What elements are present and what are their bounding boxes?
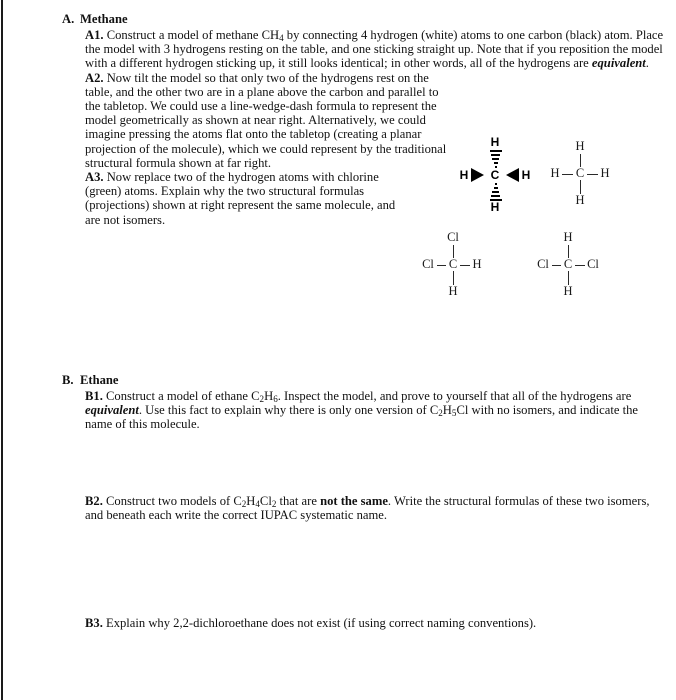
item-a2: [85, 71, 453, 170]
item-a1-text: Construct a model of methane $CH_4$ by connecting 4 hydrogen (white) atoms to one carbon (black) atom. Place the model with 3 hydrogens resting on the table, and one sticking straight up. Note that if you reposition the model with a different hydrogen sticking up, it still looks identical; in other words, all of the hydrogens are equivalent.: [85, 28, 664, 71]
section-heading-methane: [62, 12, 662, 26]
proj2-atom-top: H: [563, 230, 573, 244]
solid-wedge-bond-right: [506, 168, 519, 182]
proj2-atom-left: Cl: [537, 257, 549, 271]
solid-wedge-bond-left: [471, 168, 484, 182]
item-b1: [85, 389, 665, 432]
section-letter-a: A.: [62, 12, 75, 26]
proj1-atom-top: Cl: [447, 230, 459, 244]
item-b1-text: Construct a model of ethane $C_2H_6$. Inspect the model, and prove to yourself that all of the hydrogens are equivalent. Use this fact to explain why there is only one version of $C_2H_5Cl$ with no isomers, and indicate the name of this molecule.: [85, 389, 638, 432]
section-title-methane: Methane: [80, 12, 128, 26]
item-b2-text: Construct two models of $C_2H_4Cl_2$ that are not the same. Write the structural formulas of these two isomers, and beneath each write the correct IUPAC systematic name.: [85, 493, 650, 522]
wedge-atom-top: H: [490, 135, 500, 149]
section-letter-b: B.: [62, 373, 74, 387]
wedge-atom-right: H: [521, 168, 531, 182]
proj1-atom-right: H: [472, 257, 482, 271]
proj1-atom-left: Cl: [422, 257, 434, 271]
wedge-atom-left: H: [459, 168, 469, 182]
hashed-wedge-bond-up: [489, 150, 502, 168]
proj2-bond-left: [552, 265, 561, 266]
item-b3-label: B3.: [85, 616, 103, 631]
proj2-atom-bottom: H: [563, 284, 573, 298]
section-ethane: [62, 373, 662, 630]
proj1-bond-bottom: [453, 271, 454, 285]
item-a3-label: A3.: [85, 170, 104, 185]
item-a2-text: Now tilt the model so that only two of the hydrogens rest on the table, and the other two are in a plane above the carbon and parallel to the tabletop. We could use a line-wedge-dash formula to represent the model geometrically as shown at near right. Alternatively, we could imagine pressing the atoms flat onto the tabletop (creating a planar projection of the molecule), which we could represent by the traditional structural formula shown at far right.: [85, 70, 447, 170]
item-b3: [85, 616, 665, 630]
item-b3-text: Explain why 2,2-dichloroethane does not exist (if using correct naming conventions).: [102, 616, 537, 631]
ch4-atom-bottom: H: [575, 193, 585, 207]
item-b1-label: B1.: [85, 389, 103, 403]
proj1-atom-center: C: [448, 257, 458, 271]
item-b2-label: B2.: [85, 493, 103, 508]
proj2-bond-right: [575, 265, 585, 266]
figure-dichloromethane-projection-1: [420, 231, 496, 299]
item-b2: [85, 494, 665, 522]
proj1-atom-bottom: H: [448, 284, 458, 298]
proj2-bond-bottom: [568, 271, 569, 285]
section-heading-ethane: [62, 373, 662, 387]
proj1-bond-left: [437, 265, 446, 266]
figure-dichloromethane-projection-2: [535, 231, 615, 299]
figure-wedge-dash-methane: [458, 136, 534, 214]
item-a1-label: A1.: [85, 28, 104, 42]
item-a3: [85, 170, 405, 227]
item-a3-text: Now replace two of the hydrogen atoms with chlorine (green) atoms. Explain why the two structural formulas (projections) shown at right represent the same molecule, and are not isomers.: [85, 170, 396, 227]
figure-structural-methane: [548, 140, 614, 208]
ethane-items: [85, 389, 662, 630]
ch4-atom-left: H: [550, 166, 560, 180]
proj2-atom-right: Cl: [587, 257, 599, 271]
wedge-atom-bottom: H: [490, 200, 500, 214]
ch4-bond-left: [562, 174, 573, 175]
ch4-bond-right: [587, 174, 598, 175]
proj1-bond-right: [460, 265, 470, 266]
wedge-atom-center: C: [490, 168, 500, 182]
ch4-bond-bottom: [580, 180, 581, 194]
ch4-atom-right: H: [600, 166, 610, 180]
proj2-atom-center: C: [563, 257, 573, 271]
section-title-ethane: Ethane: [80, 373, 119, 387]
item-a2-label: A2.: [85, 70, 104, 85]
ch4-atom-center: C: [575, 166, 585, 180]
ch4-atom-top: H: [575, 139, 585, 153]
hashed-wedge-bond-down: [489, 183, 502, 201]
item-a1: [85, 28, 665, 71]
